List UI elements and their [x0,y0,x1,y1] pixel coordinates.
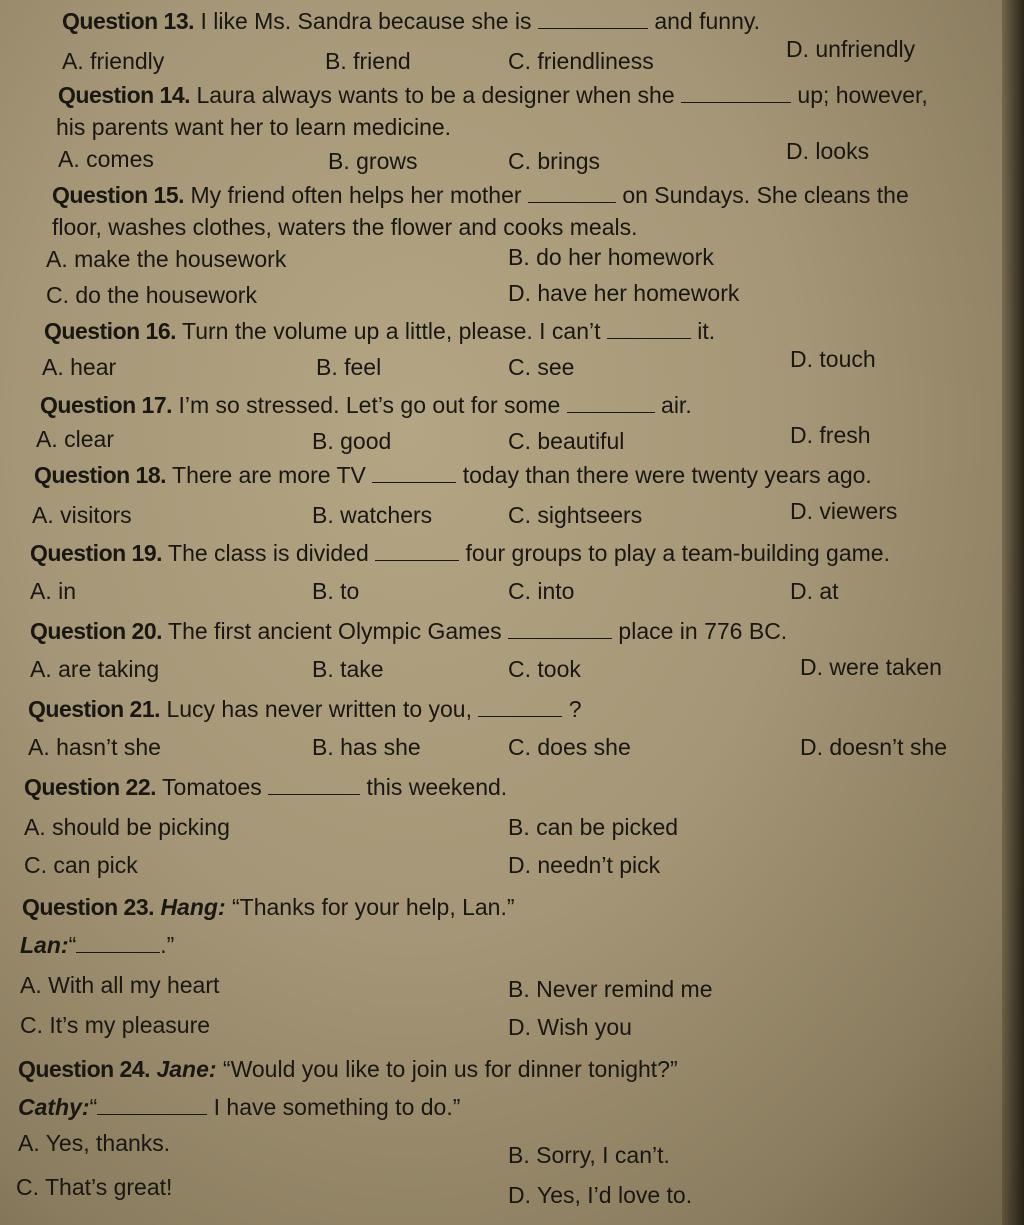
option-d: D. needn’t pick [508,852,661,878]
question-text: on Sundays. She cleans the [622,182,909,208]
question-label: Question 23. [22,894,155,920]
dialogue-line: “Thanks for your help, Lan.” [232,894,515,920]
question-text: Laura always wants to be a designer when she [196,82,675,108]
question-text: four groups to play a team-building game. [465,540,890,566]
option-c: C. It’s my pleasure [20,1012,211,1038]
option-b: B. to [312,578,360,604]
question-text: it. [697,318,716,344]
question-label: Question 24. [18,1056,151,1082]
answer-blank [681,82,791,103]
option-c: C. can pick [24,852,138,878]
question-text: today than there were twenty years ago. [462,462,872,488]
answer-blank [538,8,648,29]
quote-open: “ [68,932,77,958]
page-edge-shadow [1002,0,1024,1225]
answer-blank [76,932,160,953]
option-a: A. in [30,578,77,604]
option-b: B. take [312,656,384,682]
question-13 [62,6,760,36]
option-c: C. see [508,354,575,380]
question-24 [18,1054,678,1084]
option-a: A. are taking [30,656,160,682]
question-text: place in 776 BC. [618,618,788,644]
speaker-name: Hang: [160,894,226,920]
option-d: D. viewers [790,498,898,524]
option-a: A. hasn’t she [28,734,161,760]
question-label: Question 20. [30,618,163,644]
option-a: A. With all my heart [20,972,220,998]
option-c: C. does she [508,734,631,760]
answer-blank [607,318,691,339]
answer-blank [375,540,459,561]
option-a: A. clear [36,426,114,452]
question-21 [28,694,582,724]
question-text: I like Ms. Sandra because she is [200,8,532,34]
option-c: C. took [508,656,581,682]
option-c: C. into [508,578,575,604]
question-text: I’m so stressed. Let’s go out for some [178,392,561,418]
option-b: B. feel [316,354,382,380]
option-d: D. touch [790,346,876,372]
question-15-line-2: floor, washes clothes, waters the flower and cooks meals. [52,214,638,240]
question-text: Tomatoes [162,774,262,800]
question-text: up; however, [797,82,928,108]
question-label: Question 21. [28,696,161,722]
option-c: C. beautiful [508,428,625,454]
option-b: B. grows [328,148,418,174]
question-text: air. [661,392,692,418]
option-d: D. Yes, I’d love to. [508,1182,693,1208]
option-b: B. Sorry, I can’t. [508,1142,670,1168]
option-b: B. friend [325,48,411,74]
option-b: B. Never remind me [508,976,713,1002]
option-d: D. Wish you [508,1014,632,1040]
option-b: B. watchers [312,502,433,528]
question-label: Question 13. [62,8,195,34]
option-c: C. That’s great! [16,1174,173,1200]
question-text: The first ancient Olympic Games [168,618,502,644]
answer-blank [508,618,612,639]
question-19 [30,538,890,568]
question-text: and funny. [654,8,761,34]
speaker-name: Jane: [156,1056,217,1082]
quote-close: I have something to do.” [213,1094,461,1120]
quote-open: “ [89,1094,98,1120]
option-d: D. doesn’t she [800,734,948,760]
option-a: A. should be picking [24,814,230,840]
question-text: ? [568,696,582,722]
option-a: A. hear [42,354,117,380]
option-b: B. good [312,428,392,454]
option-d: D. unfriendly [786,36,916,62]
option-a: A. comes [58,146,154,172]
question-18 [34,460,872,490]
question-label: Question 15. [52,182,185,208]
speaker-name: Lan: [20,932,69,958]
answer-blank [528,182,616,203]
question-14 [58,80,928,110]
option-a: A. make the housework [46,246,287,272]
option-a: A. visitors [32,502,132,528]
question-text: There are more TV [172,462,366,488]
question-23-reply [20,930,174,960]
question-text: Lucy has never written to you, [166,696,472,722]
option-a: A. friendly [62,48,165,74]
option-b: B. can be picked [508,814,679,840]
option-d: D. have her homework [508,280,740,306]
question-23 [22,892,515,922]
option-d: D. at [790,578,839,604]
option-c: C. brings [508,148,601,174]
option-a: A. Yes, thanks. [18,1130,171,1156]
speaker-name: Cathy: [18,1094,90,1120]
question-text: The class is divided [168,540,369,566]
question-16 [44,316,715,346]
question-24-reply [18,1092,460,1122]
question-label: Question 18. [34,462,167,488]
dialogue-line: “Would you like to join us for dinner tonight?” [222,1056,678,1082]
option-d: D. were taken [800,654,942,680]
option-c: C. sightseers [508,502,643,528]
quote-close: .” [160,932,175,958]
question-15 [52,180,909,210]
option-c: C. friendliness [508,48,654,74]
question-label: Question 14. [58,82,191,108]
answer-blank [372,462,456,483]
question-text: Turn the volume up a little, please. I can’t [182,318,601,344]
question-20 [30,616,787,646]
option-c: C. do the housework [46,282,257,308]
answer-blank [567,392,655,413]
question-label: Question 22. [24,774,157,800]
question-text: My friend often helps her mother [190,182,522,208]
question-22 [24,772,507,802]
option-d: D. looks [786,138,870,164]
question-label: Question 17. [40,392,173,418]
option-d: D. fresh [790,422,871,448]
option-b: B. do her homework [508,244,714,270]
question-text: this weekend. [366,774,508,800]
question-label: Question 19. [30,540,163,566]
answer-blank [97,1094,207,1115]
question-17 [40,390,692,420]
answer-blank [478,696,562,717]
answer-blank [268,774,360,795]
question-label: Question 16. [44,318,177,344]
question-14-line-2: his parents want her to learn medicine. [56,114,452,140]
option-b: B. has she [312,734,421,760]
